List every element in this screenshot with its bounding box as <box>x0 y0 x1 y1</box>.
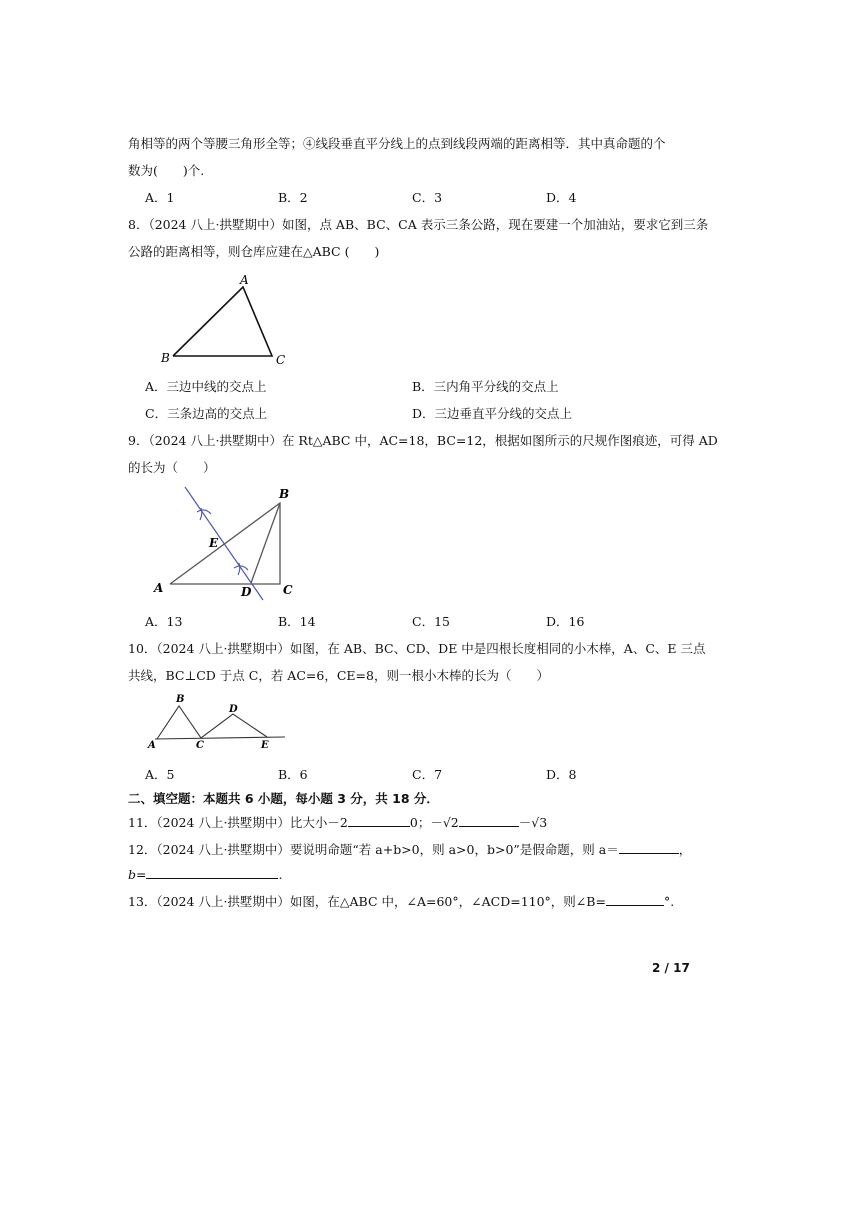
q9-label-b: B <box>279 487 290 501</box>
q11-end: －√3 <box>518 815 548 830</box>
q11-mid: 0；－√2 <box>409 815 459 830</box>
q8-label-c: C <box>276 353 286 367</box>
q10-label-c: C <box>196 740 204 751</box>
q10-label-d: D <box>229 704 238 715</box>
q7-option-c: C．3 <box>412 190 443 205</box>
q12-blank-a[interactable] <box>619 841 679 854</box>
q8-label-a: A <box>240 273 249 287</box>
q11-blank-2[interactable] <box>459 814 519 827</box>
q10-option-a: A．5 <box>145 767 175 782</box>
page-number: 2 / 17 <box>652 961 690 975</box>
q10-option-d: D．8 <box>546 767 577 782</box>
q10-option-b: B．6 <box>278 767 308 782</box>
q7-option-a: A．1 <box>145 190 175 205</box>
q8-option-d: D．三边垂直平分线的交点上 <box>412 406 573 421</box>
q9-label-a: A <box>154 581 164 595</box>
q12-period: . <box>278 867 283 882</box>
q9-option-a: A．13 <box>145 614 183 629</box>
q9-label-c: C <box>283 583 293 597</box>
q9-option-b: B．14 <box>278 614 316 629</box>
q8-option-b: B．三内角平分线的交点上 <box>412 379 559 394</box>
q8-triangle-figure <box>155 270 295 370</box>
q9-label-d: D <box>241 585 252 599</box>
q13-line <box>128 892 674 910</box>
q10-label-b: B <box>176 694 185 705</box>
intro-line-2: 数为( )个. <box>128 163 205 178</box>
q10-label-e: E <box>261 740 269 751</box>
intro-line-1: 角相等的两个等腰三角形全等；④线段垂直平分线上的点到线段两端的距离相等．其中真命题的个 <box>128 136 666 151</box>
q8-line-1: 8．（2024 八上·拱墅期中）如图，点 AB、BC、CA 表示三条公路，现在要建一个加油站，要求它到三条 <box>128 217 709 232</box>
q7-option-b: B．2 <box>278 190 308 205</box>
q11-prefix: 11．（2024 八上·拱墅期中）比大小－2 <box>128 815 348 830</box>
q7-option-d: D．4 <box>546 190 577 205</box>
q12-comma: ， <box>678 842 692 857</box>
q8-label-b: B <box>161 351 170 365</box>
q11-line <box>128 813 547 831</box>
q12-line-1 <box>128 840 691 858</box>
q9-line-1: 9．（2024 八上·拱墅期中）在 Rt△ABC 中，AC=18，BC=12，根据如图所示的尺规作图痕迹，可得 AD <box>128 433 718 448</box>
q9-option-d: D．16 <box>546 614 585 629</box>
q12-text: 12．（2024 八上·拱墅期中）要说明命题“若 a+b>0，则 a>0，b>0”是假命题，则 a＝ <box>128 842 619 857</box>
q10-option-c: C．7 <box>412 767 443 782</box>
q13-text: 13．（2024 八上·拱墅期中）如图，在△ABC 中，∠A=60°，∠ACD=110°，则∠B= <box>128 894 606 909</box>
q11-blank-1[interactable] <box>348 814 410 827</box>
q12-b-label: b= <box>128 867 147 882</box>
q12-blank-b[interactable] <box>146 866 278 879</box>
q8-option-c: C．三条边高的交点上 <box>145 406 268 421</box>
q9-label-e: E <box>209 536 219 550</box>
q10-line-2: 共线，BC⊥CD 于点 C，若 AC=6，CE=8，则一根小木棒的长为（ ） <box>128 668 549 683</box>
q13-blank[interactable] <box>606 893 664 906</box>
section-2-heading: 二、填空题：本题共 6 小题，每小题 3 分，共 18 分． <box>128 791 439 806</box>
q8-option-a: A．三边中线的交点上 <box>145 379 267 394</box>
q9-option-c: C．15 <box>412 614 450 629</box>
q13-end: °. <box>663 894 675 909</box>
q10-line-1: 10．（2024 八上·拱墅期中）如图，在 AB、BC、CD、DE 中是四根长度相同的小木棒，A、C、E 三点 <box>128 641 706 656</box>
q10-label-a: A <box>148 740 156 751</box>
q9-line-2: 的长为（ ） <box>128 460 216 475</box>
q8-line-2: 公路的距离相等，则仓库应建在△ABC ( ) <box>128 244 380 259</box>
q9-construction-figure <box>150 484 310 604</box>
q10-sticks-figure <box>145 690 295 752</box>
q12-line-2 <box>128 866 282 882</box>
